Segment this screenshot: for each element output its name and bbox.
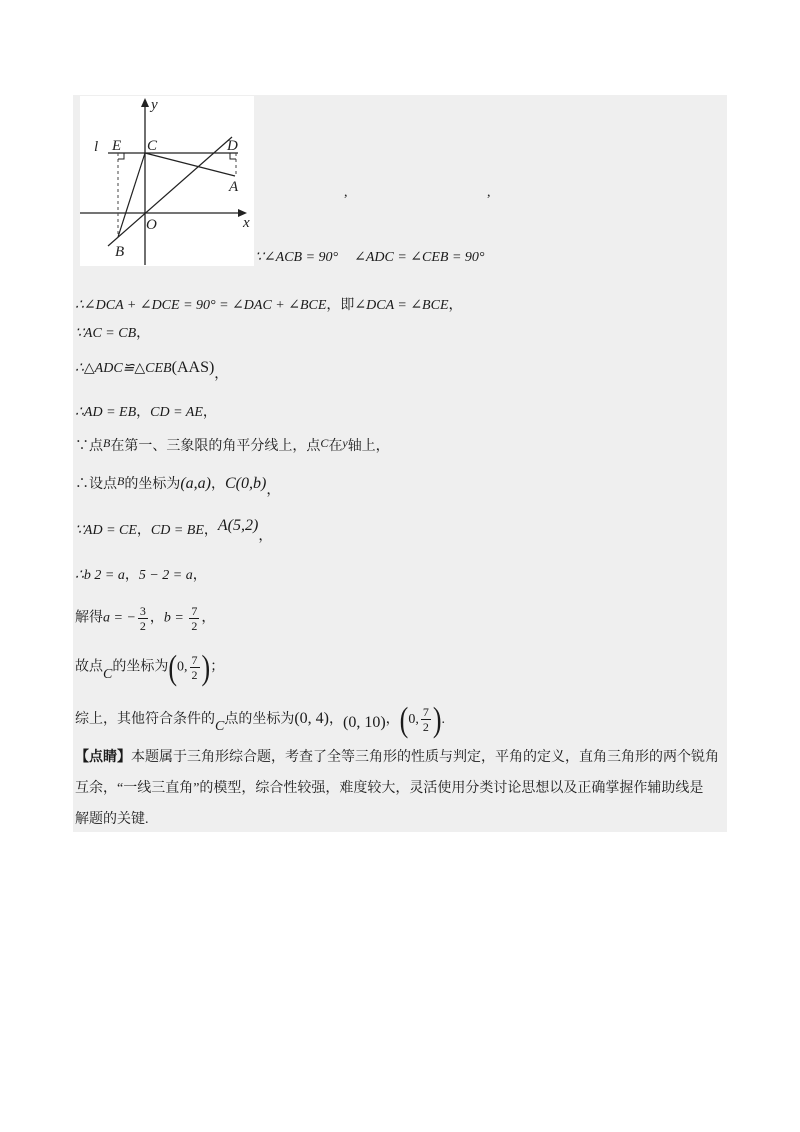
text: 点的坐标为	[224, 712, 295, 727]
coord-B: (a,a)	[180, 475, 211, 492]
segment-CB	[118, 153, 145, 237]
label-O: O	[146, 217, 157, 233]
cd-be-eq: CD = BE	[150, 523, 204, 538]
cd-ae-eq: CD = AE	[150, 405, 203, 420]
end-punct: ，	[266, 483, 281, 498]
text: 综上，其他符合条件的	[75, 712, 215, 727]
coord-C: C(0,b)	[225, 475, 267, 492]
sep-punct: ，	[149, 610, 164, 626]
line-point-c	[75, 647, 225, 687]
b-lhs: b =	[163, 610, 188, 626]
remark-tag: 【点睛】	[75, 750, 131, 765]
line-equations	[75, 566, 207, 586]
end-punct: ，	[258, 529, 273, 544]
given-angle: ∵∠ACB = 90°	[255, 250, 339, 265]
segment-CA	[145, 153, 235, 176]
fraction-a	[138, 604, 148, 633]
sep-punct: ，	[203, 523, 218, 538]
denominator: 2	[191, 668, 198, 682]
text: ∴设点	[75, 477, 117, 492]
sep-punct: ，	[136, 405, 151, 420]
sep-punct: ，	[211, 477, 225, 492]
comma-2: ,	[487, 185, 491, 200]
end-punct: ，	[192, 568, 207, 583]
var-y: y	[342, 436, 348, 450]
text: 在	[328, 439, 343, 454]
end-punct: ，	[201, 610, 216, 626]
text: 在第一、三象限的角平分线上，点	[110, 439, 321, 454]
coord-1: (0, 4)	[294, 710, 329, 727]
end-punct: .	[441, 712, 445, 727]
text: ∵点	[75, 439, 103, 454]
a-lhs: a = −	[103, 610, 136, 626]
label-y: y	[151, 97, 158, 113]
remark-line-2: 互余，“一线三直角”的模型，综合性较强，难度较大，灵活使用分类讨论思想以及正确掌握作辅助线是	[75, 781, 704, 796]
fraction-y	[190, 653, 200, 682]
text: 故点	[75, 659, 103, 675]
line-solution	[75, 604, 215, 633]
label-D: D	[227, 138, 238, 154]
coord-2: (0, 10)	[343, 714, 386, 731]
text: 的坐标为	[112, 659, 169, 675]
sep-punct: ，	[136, 523, 151, 538]
fraction-y	[421, 705, 431, 734]
denominator: 2	[422, 720, 429, 735]
numerator: 3	[139, 604, 146, 618]
comma-1: ,	[344, 185, 348, 200]
fraction-b	[189, 604, 199, 633]
eq-a: 5 − 2 = a	[138, 568, 193, 583]
y-axis-arrow-icon	[141, 98, 149, 107]
sep-text: ，即	[326, 298, 355, 313]
end-punct: ，	[202, 405, 217, 420]
point-A: A(5,2)	[217, 517, 259, 534]
coord-x: 0,	[408, 712, 419, 727]
label-E: E	[112, 138, 122, 154]
numerator: 7	[191, 653, 198, 667]
congruence-statement: ∴△ADC≌△CEB	[75, 361, 172, 376]
remark-line-3: 解题的关键.	[75, 812, 149, 827]
ad-eb-eq: ∴AD = EB	[75, 405, 137, 420]
end-punct: ，	[136, 326, 151, 341]
sep-punct: ，	[385, 712, 400, 727]
angle-equal-eq: ∠DCA = ∠BCE	[354, 298, 449, 313]
var-C: C	[103, 666, 113, 682]
angle-sum-eq: ∴∠DCA + ∠DCE = 90° = ∠DAC + ∠BCE	[75, 298, 327, 313]
line-equal-sides	[75, 403, 217, 423]
end-punct: ，	[214, 367, 229, 382]
var-B: B	[103, 436, 111, 450]
line-ad-ce	[75, 517, 273, 544]
numerator: 7	[191, 604, 198, 618]
line-point-positions	[75, 436, 390, 457]
remark-text: 本题属于三角形综合题，考查了全等三角形的性质与判定，平角的定义，直角三角形的两个锐角	[131, 750, 719, 765]
line-congruence	[75, 358, 229, 382]
denominator: 2	[191, 619, 198, 633]
var-C: C	[215, 719, 225, 734]
line-given-angles	[255, 248, 485, 268]
open-paren: (	[168, 647, 178, 687]
close-paren: )	[432, 699, 442, 739]
coord-x: 0,	[177, 659, 188, 675]
label-A: A	[229, 179, 239, 195]
eq-b: ∴b 2 = a	[75, 568, 125, 583]
label-l: l	[94, 139, 99, 155]
label-C: C	[147, 138, 158, 154]
end-punct: ；	[210, 659, 225, 675]
denominator: 2	[139, 619, 146, 633]
label-B: B	[115, 244, 125, 260]
var-C: C	[320, 436, 329, 450]
close-paren: )	[201, 647, 211, 687]
congruence-reason: (AAS)	[171, 359, 215, 376]
end-punct: ，	[448, 298, 463, 313]
line-angle-sum	[75, 296, 463, 316]
var-B: B	[117, 474, 125, 488]
text: 解得	[75, 610, 103, 626]
text: 轴上，	[347, 439, 390, 454]
ac-cb-eq: ∵AC = CB	[75, 326, 137, 341]
label-x: x	[243, 215, 250, 231]
coordinate-figure	[80, 96, 254, 266]
sep-punct: ，	[329, 712, 343, 727]
line-ac-cb	[75, 324, 150, 344]
text: 的坐标为	[124, 477, 181, 492]
remark-line-1	[75, 748, 719, 768]
right-angles: ∠ADC = ∠CEB = 90°	[354, 250, 485, 265]
line-set-coordinates	[75, 474, 281, 498]
ad-ce-eq: ∵AD = CE	[75, 523, 137, 538]
sep-punct: ，	[124, 568, 139, 583]
numerator: 7	[422, 705, 429, 720]
line-summary	[75, 699, 445, 739]
open-paren: (	[399, 699, 409, 739]
